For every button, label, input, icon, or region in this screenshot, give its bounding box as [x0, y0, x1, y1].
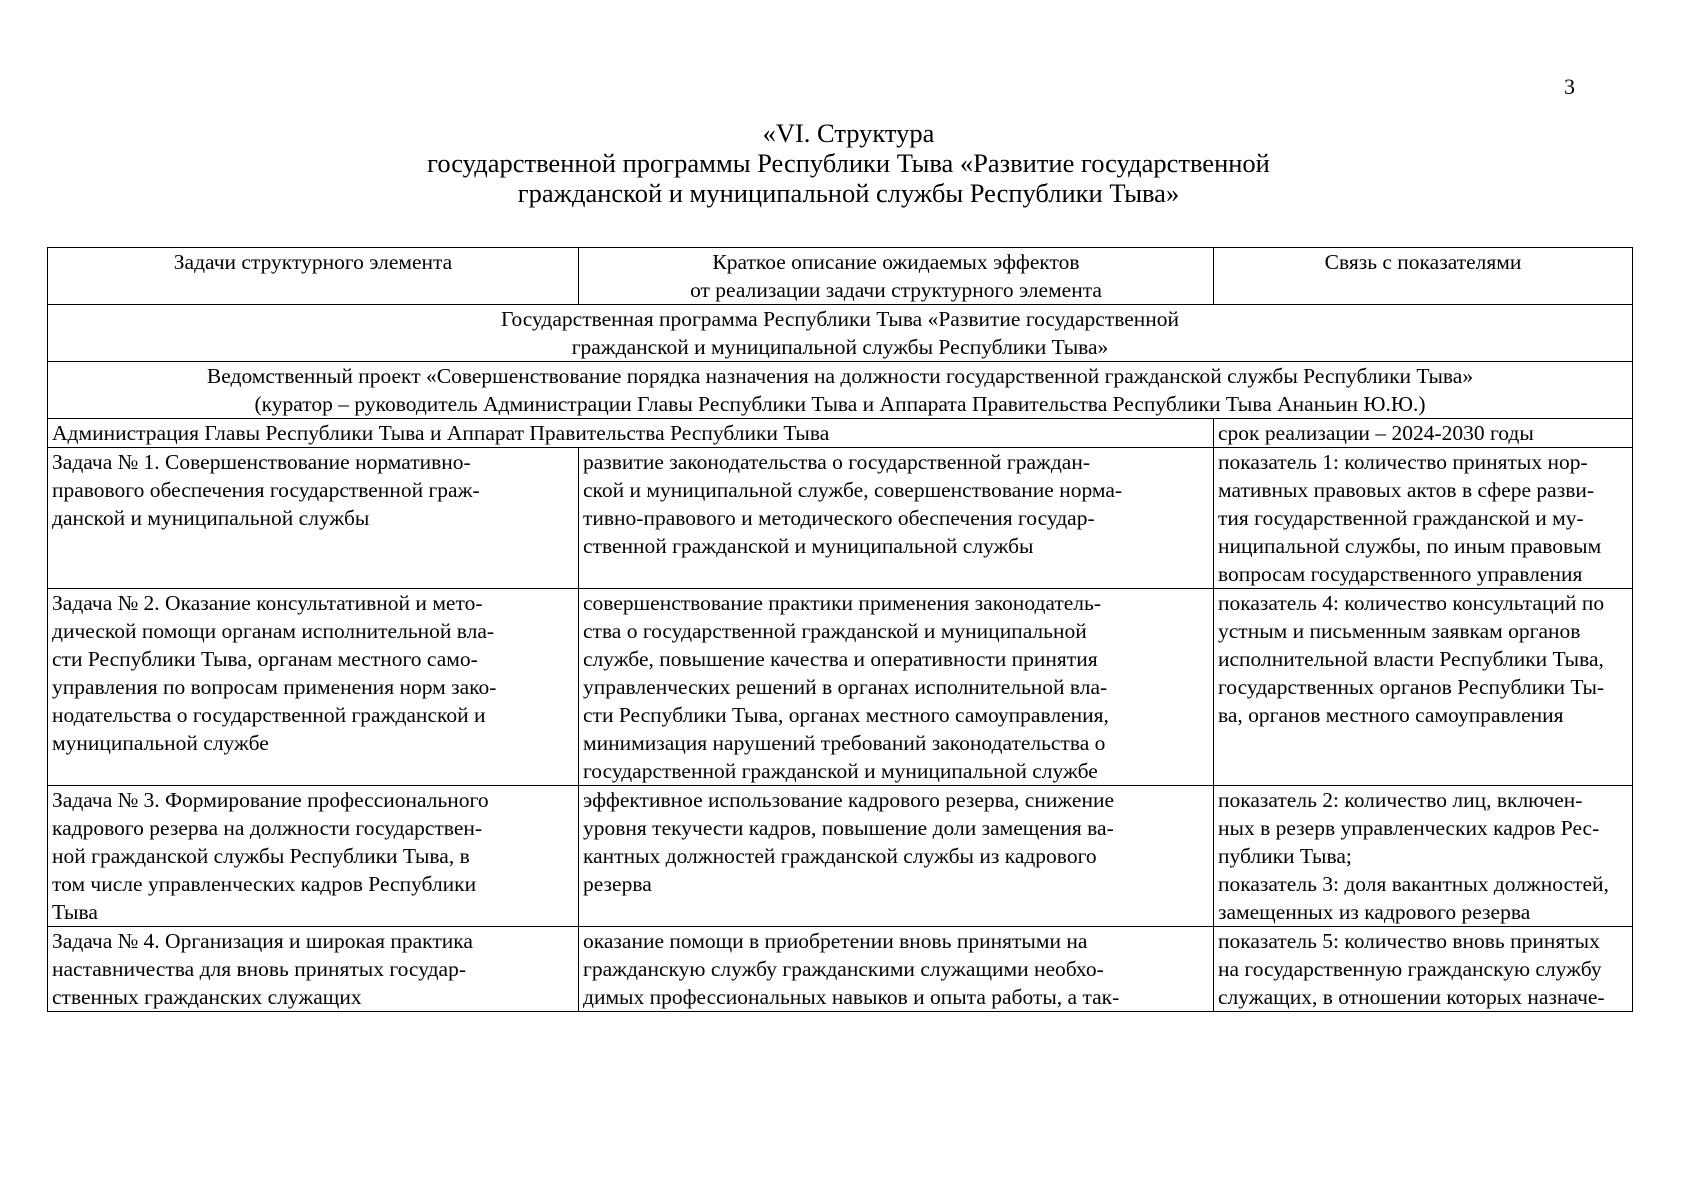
program-row: [48, 305, 1633, 362]
title-line: государственной программы Республики Тыва «Развитие государственной: [427, 148, 1270, 178]
indicators-cell: показатель 5: количество вновь принятых на государственную гражданскую службу служащих, в отношении которых назначе-: [1214, 927, 1633, 1012]
table-row: [48, 786, 1633, 927]
table-row: [48, 589, 1633, 786]
indicators-cell: показатель 2: количество лиц, включен- ных в резерв управленческих кадров Рес- публики Тыва; показатель 3: доля вакантных должностей, замещенных из кадрового резерва: [1214, 786, 1633, 927]
program-cell: Государственная программа Республики Тыва «Развитие государственной гражданской и муниципальной службы Республики Тыва»: [48, 305, 1633, 362]
effects-cell: совершенствование практики применения законодатель- ства о государственной гражданской и муниципальной службе, повышение качества и оперативности принятия управленческих решений в органах исполнительной вла- сти Республики Тыва, органах местного самоуправления, минимизация нарушений требований законодательства о государственной гражданской и муниципальной службе: [579, 589, 1214, 786]
table-header-row: [48, 248, 1633, 305]
title-line: «VI. Структура: [762, 118, 935, 148]
effects-cell: эффективное использование кадрового резерва, снижение уровня текучести кадров, повышение доли замещения ва- кантных должностей гражданской службы из кадрового резерва: [579, 786, 1214, 927]
task-cell: Задача № 4. Организация и широкая практика наставничества для вновь принятых государ- ственных гражданских служащих: [48, 927, 579, 1012]
header-effects: Краткое описание ожидаемых эффектов от реализации задачи структурного элемента: [579, 248, 1214, 305]
term-cell: срок реализации – 2024-2030 годы: [1214, 419, 1633, 448]
responsible-cell: Администрация Главы Республики Тыва и Аппарат Правительства Республики Тыва: [48, 419, 1214, 448]
page-number: 3: [1564, 74, 1575, 99]
table-row: [48, 927, 1633, 1012]
header-indicators: Связь с показателями: [1214, 248, 1633, 305]
table-row: [48, 448, 1633, 589]
indicators-cell: показатель 4: количество консультаций по устным и письменным заявкам органов исполнительной власти Республики Тыва, государственных органов Республики Ты- ва, органов местного самоуправления: [1214, 589, 1633, 786]
section-title: [0, 118, 1697, 208]
effects-cell: оказание помощи в приобретении вновь принятыми на гражданскую службу гражданскими служащими необхо- димых профессиональных навыков и опыта работы, а так-: [579, 927, 1214, 1012]
title-line: гражданской и муниципальной службы Республики Тыва»: [517, 178, 1180, 208]
header-tasks: Задачи структурного элемента: [48, 248, 579, 305]
task-cell: Задача № 1. Совершенствование нормативно- правового обеспечения государственной граж- данской и муниципальной службы: [48, 448, 579, 589]
structure-table: [47, 247, 1633, 1012]
task-cell: Задача № 2. Оказание консультативной и мето- дической помощи органам исполнительной вла- сти Республики Тыва, органам местного само- управления по вопросам применения норм зако- нодательства о государственной гражданской и муниципальной службе: [48, 589, 579, 786]
effects-cell: развитие законодательства о государственной граждан- ской и муниципальной службе, совершенствование норма- тивно-правового и методического обеспечения государ- ственной гражданской и муниципальной службы: [579, 448, 1214, 589]
project-cell: Ведомственный проект «Совершенствование порядка назначения на должности государственной гражданской службы Республики Тыва» (куратор – руководитель Администрации Главы Республики Тыва и Аппарата Правительства Республики Тыва Ананьин Ю.Ю.): [48, 362, 1633, 419]
project-row: [48, 362, 1633, 419]
task-cell: Задача № 3. Формирование профессионального кадрового резерва на должности государствен- ной гражданской службы Республики Тыва, в том числе управленческих кадров Республики Тыва: [48, 786, 579, 927]
indicators-cell: показатель 1: количество принятых нор- мативных правовых актов в сфере разви- тия государственной гражданской и му- ниципальной службы, по иным правовым вопросам государственного управления: [1214, 448, 1633, 589]
responsible-row: [48, 419, 1633, 448]
